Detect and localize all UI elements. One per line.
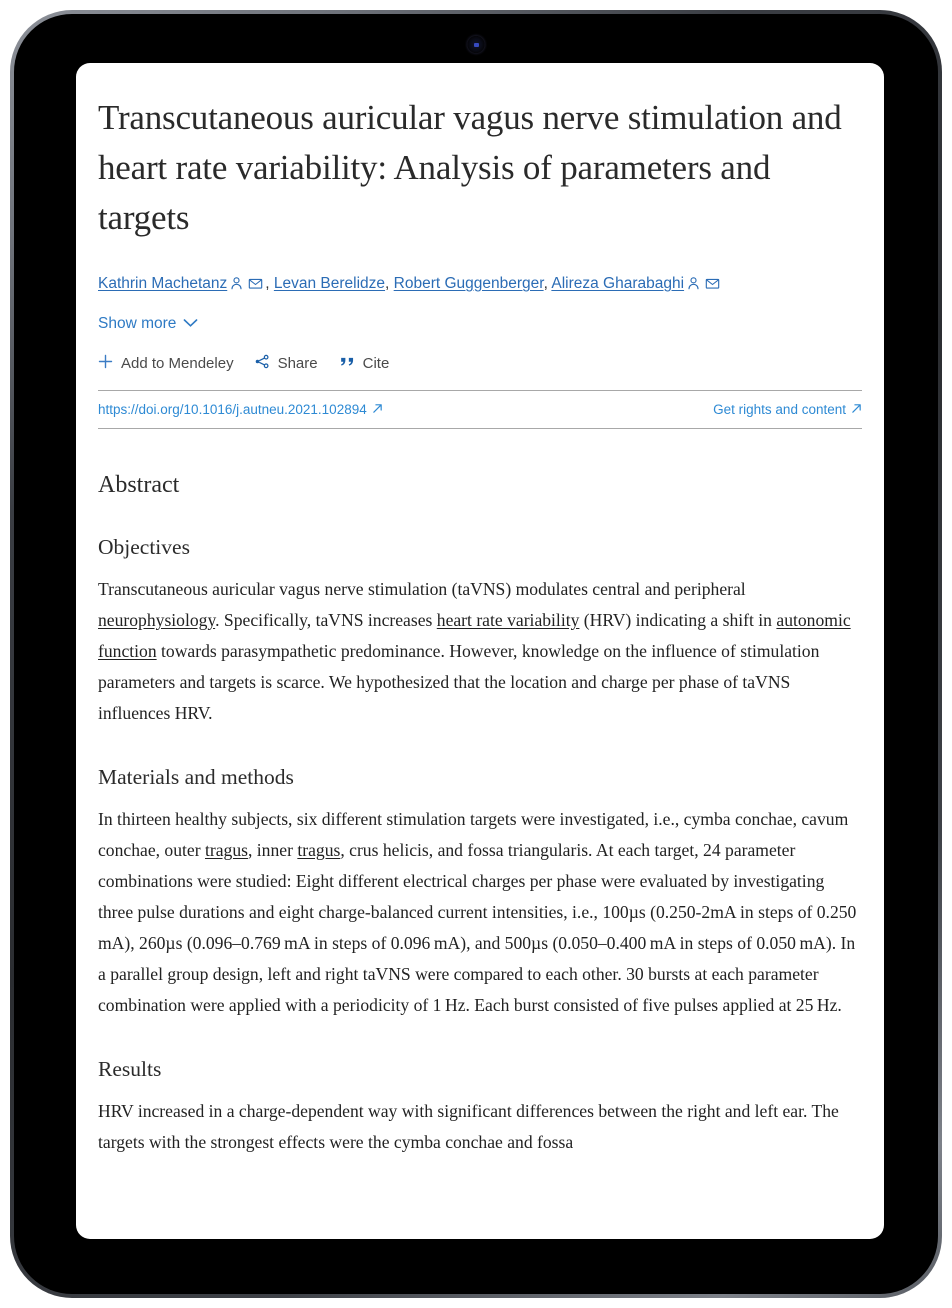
author-link-1[interactable]: Kathrin Machetanz (98, 275, 228, 292)
doi-link[interactable] (98, 402, 383, 417)
author-link-4[interactable]: Alireza Gharabaghi (551, 275, 685, 292)
inline-term-link[interactable]: tragus (297, 840, 341, 860)
get-rights-and-content-link[interactable] (713, 402, 862, 417)
add-to-mendeley-button[interactable] (98, 354, 234, 373)
inline-term-link[interactable]: tragus (204, 840, 248, 860)
person-icon[interactable] (686, 276, 701, 298)
page-title: Transcutaneous auricular vagus nerve stimulation and heart rate variability: Analysis of parameters and targets (98, 98, 842, 237)
external-link-icon (372, 402, 383, 417)
section-text-results: HRV increased in a charge-dependent way with significant differences between the right and left ear. The targets with the strongest effects were the cymba conchae and fossa (98, 1101, 839, 1152)
section-heading-materials: Materials and methods (98, 765, 294, 789)
share-button[interactable] (254, 354, 318, 373)
doi-row (98, 391, 862, 429)
envelope-icon[interactable] (248, 276, 263, 298)
quote-icon (338, 354, 355, 373)
show-more-label: Show more (98, 315, 177, 332)
article-action-bar (98, 354, 862, 391)
section-text-objectives: Transcutaneous auricular vagus nerve stimulation (taVNS) modulates central and peripheral neurophysiology. Specifically, taVNS increases heart rate variability (HRV) indicating a shift in autonomic function towards parasympathetic predominance. However, knowledge on the influence of stimulation parameters and targets is scarce. We hypothesized that the location and charge per phase of taVNS influences HRV. (98, 579, 851, 723)
front-camera-icon (468, 36, 485, 53)
tablet-device-frame (10, 10, 942, 1298)
cite-button[interactable] (338, 354, 390, 373)
section-text-materials: In thirteen healthy subjects, six different stimulation targets were investigated, i.e., cymba conchae, cavum conchae, outer tragus, inner tragus, crus helicis, and fossa triangularis. At each target, 24 parameter combinations were studied: Eight different electrical charges per phase were evaluated by investigating three pulse durations and eight charge-balanced current intensities, i.e., 100µs (0.250-2mA in steps of 0.250 mA), 260µs (0.096–0.769 mA in steps of 0.096 mA), and 500µs (0.050–0.400 mA in steps of 0.050 mA). In a parallel group design, left and right taVNS were compared to each other. 30 bursts at each parameter combination were applied with a periodicity of 1 Hz. Each burst consisted of five pulses applied at 25 Hz. (98, 809, 860, 1015)
add-to-mendeley-label: Add to Mendeley (121, 355, 234, 372)
inline-term-link[interactable]: heart rate variability (436, 610, 580, 630)
share-label: Share (277, 355, 318, 372)
plus-icon (98, 354, 113, 373)
external-link-icon (851, 402, 862, 417)
share-icon (254, 354, 270, 373)
inline-term-link[interactable]: autonomic function (98, 610, 851, 661)
chevron-down-icon (183, 315, 198, 333)
doi-label: https://doi.org/10.1016/j.autneu.2021.102894 (98, 402, 367, 417)
show-more-button[interactable] (98, 315, 198, 333)
abstract-heading: Abstract (98, 472, 180, 498)
tablet-bezel (14, 14, 938, 1294)
envelope-icon[interactable] (705, 276, 720, 298)
article-page (76, 63, 884, 1158)
author-link-2[interactable]: Levan Berelidze (273, 275, 386, 292)
section-heading-objectives: Objectives (98, 535, 190, 559)
person-icon[interactable] (229, 276, 244, 298)
cite-label: Cite (362, 355, 390, 372)
rights-label: Get rights and content (713, 402, 846, 417)
browser-screen (76, 63, 884, 1239)
inline-term-link[interactable]: neurophysiology (98, 610, 216, 630)
section-heading-results: Results (98, 1057, 162, 1081)
author-list: Kathrin Machetanz , Levan Berelidze, Robert Guggenberger, Alireza Gharabaghi (98, 273, 862, 298)
author-link-3[interactable]: Robert Guggenberger (393, 275, 544, 292)
